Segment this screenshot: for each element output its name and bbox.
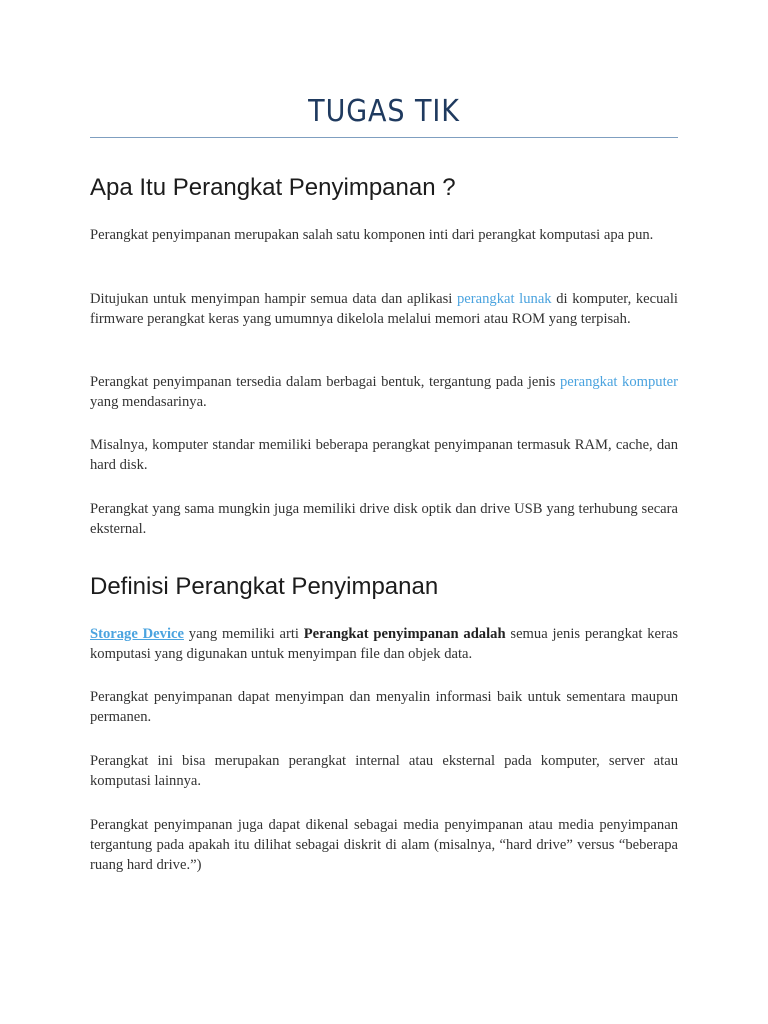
paragraph-2-3: Perangkat ini bisa merupakan perangkat internal atau eksternal pada komputer, server atau komputasi lainnya.	[90, 753, 678, 789]
paragraph-2-1	[90, 624, 678, 664]
paragraph-1-1: Perangkat penyimpanan merupakan salah satu komponen inti dari perangkat komputasi apa pun.	[90, 227, 654, 243]
paragraph-text: Ditujukan untuk menyimpan hampir semua data dan aplikasi	[90, 291, 457, 307]
title-divider	[90, 137, 678, 138]
link-perangkat-lunak[interactable]: perangkat lunak	[457, 291, 552, 307]
link-perangkat-komputer[interactable]: perangkat komputer	[559, 374, 678, 390]
section-heading-1: Apa Itu Perangkat Penyimpanan ?	[90, 174, 456, 201]
paragraph-1-3	[90, 372, 678, 412]
bold-term: Perangkat penyimpanan adalah	[303, 626, 506, 642]
link-storage-device[interactable]: Storage Device	[90, 626, 184, 642]
paragraph-text: yang memiliki arti	[183, 626, 304, 642]
paragraph-2-4: Perangkat penyimpanan juga dapat dikenal sebagai media penyimpanan atau media penyimpanan tergantung pada apakah itu dilihat sebagai diskrit di alam (misalnya, “hard drive” versus “beberapa ruang hard drive.”)	[90, 817, 678, 873]
paragraph-text: Perangkat penyimpanan tersedia dalam berbagai bentuk, tergantung pada jenis	[90, 374, 560, 390]
paragraph-1-2	[90, 289, 678, 329]
paragraph-text: yang mendasarinya.	[90, 394, 207, 410]
paragraph-text: di komputer, kecuali firmware perangkat keras yang umumnya dikelola melalui memori atau ROM yang terpisah.	[90, 291, 678, 327]
paragraph-1-4: Misalnya, komputer standar memiliki beberapa perangkat penyimpanan termasuk RAM, cache, dan hard disk.	[90, 437, 678, 473]
paragraph-text: semua jenis perangkat keras komputasi yang digunakan untuk menyimpan file dan objek data.	[90, 626, 679, 662]
paragraph-2-2: Perangkat penyimpanan dapat menyimpan dan menyalin informasi baik untuk sementara maupun permanen.	[90, 689, 678, 725]
page-title: TUGAS TIK	[308, 94, 460, 129]
paragraph-1-5: Perangkat yang sama mungkin juga memiliki drive disk optik dan drive USB yang terhubung secara eksternal.	[90, 501, 678, 537]
section-heading-2: Definisi Perangkat Penyimpanan	[90, 573, 439, 600]
